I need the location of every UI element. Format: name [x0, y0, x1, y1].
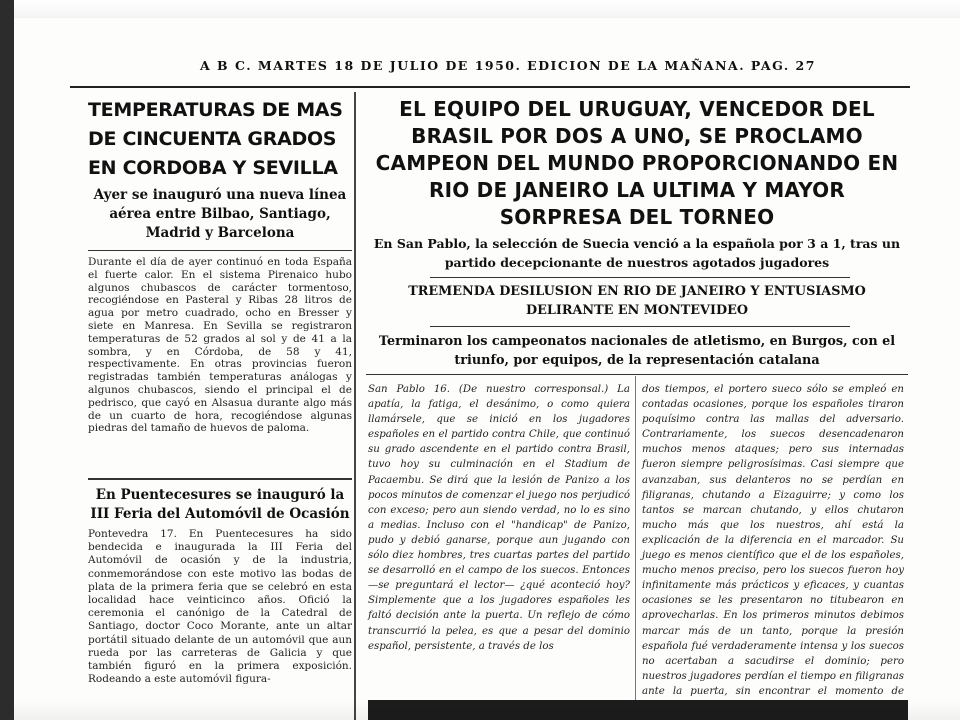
main-subheadline: En San Pablo, la selección de Suecia venció a la española por 3 a 1, tras un partido decepcionante de nuestros agotados jugadores	[373, 236, 901, 270]
masthead-rule	[70, 86, 910, 88]
scan-top-margin	[14, 0, 960, 18]
main-subheadline-3: Terminaron los campeonatos nacionales de atletismo, en Burgos, con el triunfo, por equipos, de la representación catalana	[378, 334, 896, 368]
masthead: A B C. MARTES 18 DE JULIO DE 1950. EDICION DE LA MAÑANA. PAG. 27	[200, 58, 816, 73]
main-headline: EL EQUIPO DEL URUGUAY, VENCEDOR DEL BRASIL POR DOS A UNO, SE PROCLAMO CAMPEON DEL MUNDO PROPORCIONANDO EN RIO DE JANEIRO LA ULTIMA Y MAYOR SORPRESA DEL TORNEO	[375, 97, 899, 229]
left-headline: TEMPERATURAS DE MAS DE CINCUENTA GRADOS EN CORDOBA Y SEVILLA	[88, 99, 343, 179]
left-article-body: Durante el día de ayer continuó en toda España el fuerte calor. En el sistema Pirenaico hubo algunos chubascos de carácter tormentoso, recogiéndose en Pasteral y Ribas 28 litros de agua por metro cuadrado, ocho en Bresser y siete en Manresa. En Sevilla se registraron temperaturas de 52 grados al sol y de 41 a la sombra, y en Córdoba, de 58 y 41, respectivamente. En otras provincias fueron registradas también temperaturas análogas y algunos chubascos, siendo el principal el de pedrisco, que cayó en Alsasua durante algo más de un cuarto de hora, recogiéndose algunas piedras del tamaño de huevos de paloma.	[88, 256, 352, 435]
main-article-body-right: dos tiempos, el portero sueco sólo se empleó en contadas ocasiones, porque los españoles tiraron poquísimo contra las mallas del adversario. Contrariamente, los suecos desencadenaron muchos menos ataques; pero sus internadas fueron siempre peligrosísimas. Casi siempre que avanzaban, sus delanteros no se perdían en filigranas, chutando a Eizaguirre; y como los tantos se marcan chutando, y ellos chutaron mucho más que los nuestros, ahí está la explicación de la diferencia en el marcador. Su juego es menos científico que el de los españoles, mucho menos preciso, pero los suecos fueron hoy infinitamente más prácticos y eficaces, y cuantas ocasiones se les presentaron no titubearon en aprovecharlas. En los primeros minutos debimos marcar más de un tanto, porque la presión española fué verdaderamente intensa y los suecos no acertaban a sacudirse el dominio; pero nuestros jugadores perdían el tiempo en filigranas ante la puerta, sin encontrar el momento de	[642, 384, 904, 697]
left-subheadline: Ayer se inauguró una nueva línea aérea entre Bilbao, Santiago, Madrid y Barcelona	[93, 187, 347, 241]
left-headline-2: En Puentecesures se inauguró la III Feria del Automóvil de Ocasión	[90, 487, 350, 522]
main-article-body-left: San Pablo 16. (De nuestro corresponsal.) La apatía, la fatiga, el desánimo, o como quiera llamársele, que se inició en los jugadores españoles en el partido contra Chile, que continuó su grado ascendente en el partido contra Brasil, tuvo hoy su culminación en el Stadium de Pacaembu. Se dirá que la lesión de Panizo a los pocos minutos de comenzar el juego nos perjudicó con exceso; pero aun siendo verdad, no lo es sino a medias. Incluso con el "handicap" de Panizo, pudo y debió ganarse, porque aun jugando con sólo diez hombres, tres cuartas partes del partido se desarrolló en el campo de los suecos. Entonces —se preguntará el lector— ¿qué aconteció hoy? Simplemente que a los jugadores españoles les faltó decisión ante la puerta. Un reflejo de cómo transcurrió la pelea, es que a pesar del dominio español, persistente, a través de los	[368, 384, 630, 652]
column-divider	[354, 92, 356, 720]
left-rule-1	[88, 250, 352, 251]
scan-left-border	[0, 0, 14, 720]
main-column-divider	[635, 376, 636, 720]
main-subheadline-2: TREMENDA DESILUSION EN RIO DE JANEIRO Y ENTUSIASMO DELIRANTE EN MONTEVIDEO	[408, 284, 866, 318]
main-rule-3	[366, 374, 908, 375]
main-rule-2	[430, 326, 850, 327]
left-rule-2	[88, 478, 352, 480]
main-rule-1	[430, 277, 850, 278]
page-bottom-shadow	[14, 700, 960, 720]
left-article-body-2: Pontevedra 17. En Puentecesures ha sido bendecida e inaugurada la III Feria del Automóvil de ocasión y de la industria, conmemorándose con este motivo las bodas de plata de la primera feria que se celebró en esta localidad hace veinticinco años. Ofició la ceremonia el canónigo de la Catedral de Santiago, doctor Coco Morante, ante un altar portátil situado delante de un automóvil que aun rueda por las carreteras de Galicia y que también figuró en la primera exposición. Rodeando a este automóvil figura-	[88, 528, 352, 686]
